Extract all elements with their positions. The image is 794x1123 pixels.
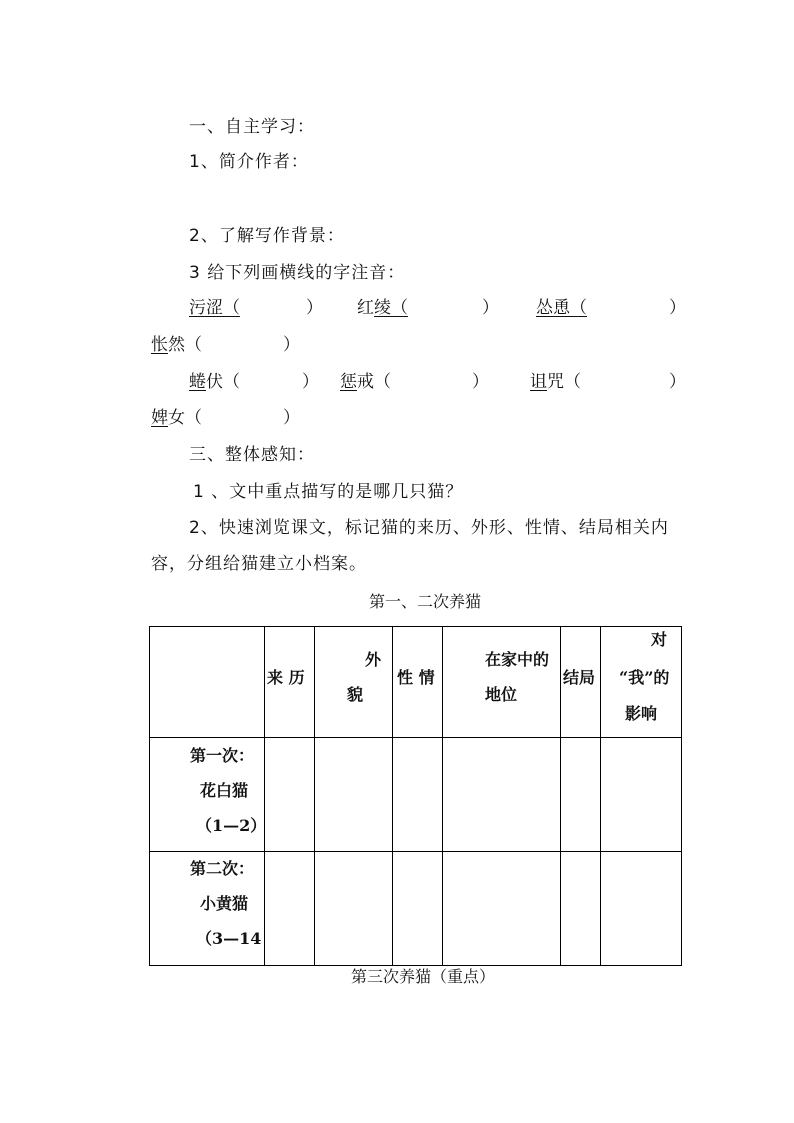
header-cell-temper: 性 情 xyxy=(393,627,443,738)
pinyin-close-paren: ） xyxy=(283,335,300,355)
pinyin-close-paren: ） xyxy=(669,298,686,318)
pinyin-item-songyong: 怂恿（ xyxy=(536,298,587,318)
header-cell-appearance: 外 貌 xyxy=(315,627,393,738)
header-cell-status: 在家中的 地位 xyxy=(443,627,561,738)
pinyin-close-paren: ） xyxy=(302,372,319,392)
table-cell[interactable] xyxy=(601,738,682,852)
table-cell[interactable] xyxy=(443,852,561,966)
row-label-second: 第二次： 小黄猫 （3—14 xyxy=(150,852,265,966)
pinyin-item-hongling: 红绫（ xyxy=(357,298,408,318)
pinyin-item-changran: 怅然（ xyxy=(151,335,202,355)
table-cell[interactable] xyxy=(265,738,315,852)
pinyin-close-paren: ） xyxy=(669,372,686,392)
table-row xyxy=(150,738,682,852)
question-author: 1、简介作者： xyxy=(189,152,309,172)
table-cell[interactable] xyxy=(561,738,601,852)
table-cell[interactable] xyxy=(601,852,682,966)
pinyin-item-wuse: 污涩（ xyxy=(189,298,240,318)
row-label-first: 第一次： 花白猫 （1—2） xyxy=(150,738,265,852)
header-cell-empty xyxy=(150,627,265,738)
pinyin-item-quanfu: 蜷伏（ xyxy=(189,372,240,392)
header-cell-origin: 来 历 xyxy=(265,627,315,738)
table-cell[interactable] xyxy=(315,738,393,852)
table-cell[interactable] xyxy=(393,852,443,966)
cat-profile-table xyxy=(149,626,682,966)
table1-caption: 第一、二次养猫 xyxy=(369,592,482,611)
header-cell-influence: 对 “我”的 影响 xyxy=(601,627,682,738)
pinyin-close-paren: ） xyxy=(482,298,499,318)
table-cell[interactable] xyxy=(265,852,315,966)
pinyin-item-chengjie: 惩戒（ xyxy=(340,372,391,392)
table-cell[interactable] xyxy=(443,738,561,852)
question-which-cats: 1 、文中重点描写的是哪几只猫？ xyxy=(193,482,464,502)
header-cell-ending: 结局 xyxy=(561,627,601,738)
section-title-self-study: 一、自主学习： xyxy=(189,117,315,137)
section-title-overall: 三、整体感知： xyxy=(189,445,315,465)
question-background: 2、了解写作背景： xyxy=(189,226,345,246)
question-pinyin: 3 给下列画横线的字注音： xyxy=(189,263,406,283)
question-browse-line1: 2、快速浏览课文，标记猫的来历、外形、性情、结局相关内 xyxy=(189,518,669,538)
question-browse-line2: 容，分组给猫建立小档案。 xyxy=(151,554,367,574)
table-row xyxy=(150,852,682,966)
table-header-row xyxy=(150,627,682,738)
pinyin-close-paren: ） xyxy=(306,298,323,318)
pinyin-item-binv: 婢女（ xyxy=(151,408,202,428)
table-cell[interactable] xyxy=(393,738,443,852)
table2-caption: 第三次养猫（重点） xyxy=(351,967,496,986)
pinyin-close-paren: ） xyxy=(472,372,489,392)
pinyin-close-paren: ） xyxy=(283,408,300,428)
table-cell[interactable] xyxy=(561,852,601,966)
table-cell[interactable] xyxy=(315,852,393,966)
pinyin-item-zuzhou: 诅咒（ xyxy=(530,372,581,392)
